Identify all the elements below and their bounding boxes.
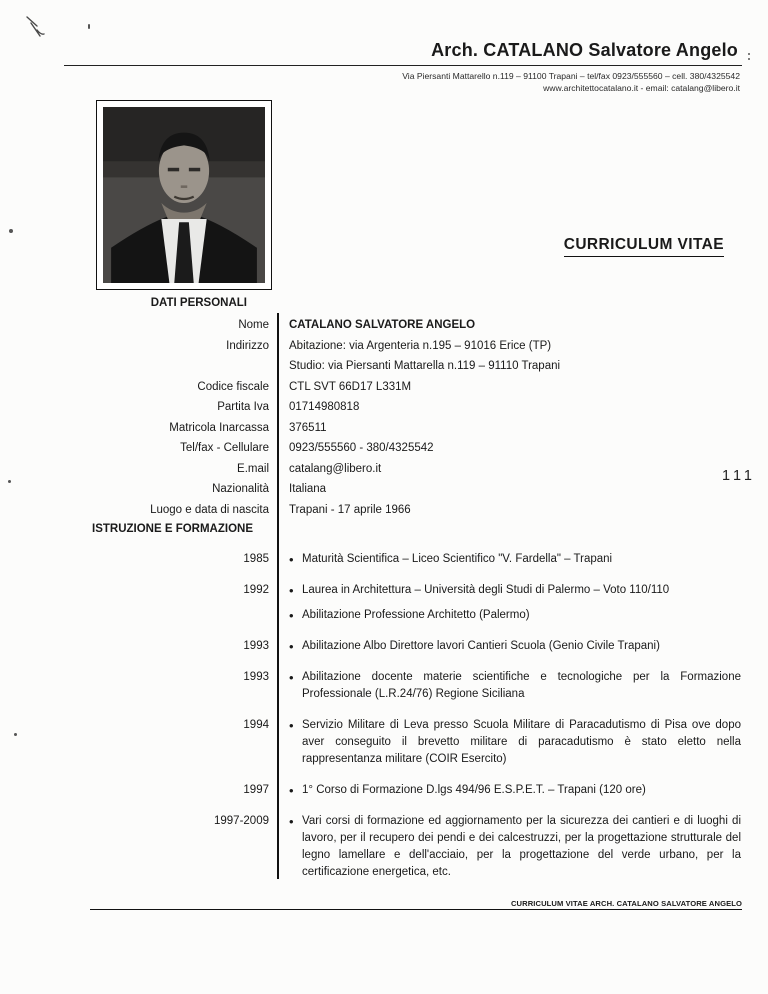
field-value-line-2: Studio: via Piersanti Mattarella n.119 – 91110 Trapani [289, 360, 561, 372]
field-label: E.mail [237, 462, 269, 475]
field-value: catalang@libero.it [289, 462, 382, 475]
entry-year: 1993 [243, 640, 269, 652]
education-entry [0, 717, 745, 768]
personal-row-nome [0, 315, 745, 336]
entry-items [278, 582, 741, 624]
education-entry [0, 813, 745, 881]
field-value: Italiana [289, 483, 327, 495]
field-label: Partita Iva [217, 401, 269, 413]
entry-items [278, 782, 741, 799]
education-entry [0, 669, 745, 703]
field-value-line-1: Abitazione: via Argenteria n.195 – 91016 Erice (TP) [289, 339, 552, 352]
entry-item: • Abilitazione Professione Architetto (Palermo) [289, 607, 741, 624]
entry-year: 1985 [243, 553, 269, 565]
entry-item: • Maturità Scientifica – Liceo Scientifico "V. Fardella" – Trapani [289, 551, 741, 568]
entry-item: • 1° Corso di Formazione D.lgs 494/96 E.S.P.E.T. – Trapani (120 ore) [289, 782, 741, 799]
page-marker: 111 [721, 468, 756, 484]
entry-items [278, 551, 741, 568]
personal-row-matricola [0, 418, 745, 439]
entry-year: 1997 [243, 784, 269, 796]
scan-mark [748, 53, 750, 55]
section-heading-istruzione: ISTRUZIONE E FORMAZIONE [92, 523, 253, 535]
entry-item: • Laurea in Architettura – Università degli Studi di Palermo – Voto 110/110 [289, 582, 741, 599]
scan-mark [24, 14, 58, 42]
field-value: CATALANO SALVATORE ANGELO [289, 319, 476, 331]
entry-item: • Abilitazione Albo Direttore lavori Cantieri Scuola (Genio Civile Trapani) [289, 638, 741, 655]
education-entry [0, 782, 745, 799]
education-entry [0, 551, 745, 568]
scan-mark [748, 58, 750, 60]
education-entry [0, 638, 745, 655]
scan-mark [9, 229, 13, 233]
entry-items [278, 638, 741, 655]
footer-line [90, 899, 742, 910]
footer-text: CURRICULUM VITAE ARCH. CATALANO SALVATORE ANGELO [510, 899, 742, 908]
entry-items [278, 813, 741, 881]
field-label: Luogo e data di nascita [150, 503, 269, 516]
header-web-line: www.architettocatalano.it - email: catalang@libero.it [543, 83, 740, 93]
field-label: Nazionalità [212, 483, 269, 495]
entry-year: 1997-2009 [214, 815, 269, 827]
field-value: 376511 [289, 421, 327, 434]
field-value: 0923/555560 - 380/4325542 [289, 442, 434, 454]
personal-row-partita-iva [0, 397, 745, 418]
entry-item: • Abilitazione docente materie scientifiche e tecnologiche per la Formazione Professionale (L.R.24/76) Regione Siciliana [289, 669, 741, 703]
field-value: Trapani - 17 aprile 1966 [289, 503, 411, 516]
field-label: Codice fiscale [197, 380, 269, 393]
field-label: Indirizzo [226, 339, 269, 352]
entry-year: 1993 [243, 671, 269, 683]
cv-content [0, 297, 745, 895]
personal-row-telefono [0, 438, 745, 459]
page-title: CURRICULUM VITAE [564, 236, 724, 257]
document-author-name: Arch. CATALANO Salvatore Angelo [431, 40, 738, 60]
field-value [278, 336, 560, 377]
portrait-photo [96, 100, 272, 290]
field-label: Tel/fax - Cellulare [180, 442, 269, 454]
entry-year: 1994 [243, 719, 269, 731]
personal-row-email [0, 459, 745, 480]
field-value: CTL SVT 66D17 L331M [289, 380, 412, 393]
personal-row-nazionalita [0, 479, 745, 500]
section-heading-dati-personali: DATI PERSONALI [150, 297, 247, 309]
header-divider [64, 65, 742, 66]
education-entry [0, 582, 745, 624]
personal-row-indirizzo [0, 336, 745, 377]
entry-item: • Vari corsi di formazione ed aggiornamento per la sicurezza dei cantieri e di luoghi di lavoro, per il recupero dei pendi e dei calcestruzzi, per la progettazione strutturale del legno lamellare e dell'acciaio, per la progettazione del verde urbano, per la certificazione energetica, etc. [289, 813, 741, 881]
field-label: Matricola Inarcassa [169, 421, 269, 434]
field-value: 01714980818 [289, 401, 360, 413]
field-label: Nome [238, 319, 269, 331]
entry-items [278, 669, 741, 703]
entry-items [278, 717, 741, 768]
scan-mark [88, 24, 90, 29]
personal-row-codice-fiscale [0, 377, 745, 398]
personal-row-nascita [0, 500, 745, 521]
entry-item: • Servizio Militare di Leva presso Scuola Militare di Paracadutismo di Pisa ove dopo aver conseguito il brevetto militare di paracadutismo è stato eletto nella rappresentanza militare (COIR Esercito) [289, 717, 741, 768]
entry-year: 1992 [243, 584, 269, 596]
portrait-photo-image [103, 107, 265, 283]
header-address-line: Via Piersanti Mattarello n.119 – 91100 Trapani – tel/fax 0923/555560 – cell. 380/4325542 [402, 71, 740, 81]
